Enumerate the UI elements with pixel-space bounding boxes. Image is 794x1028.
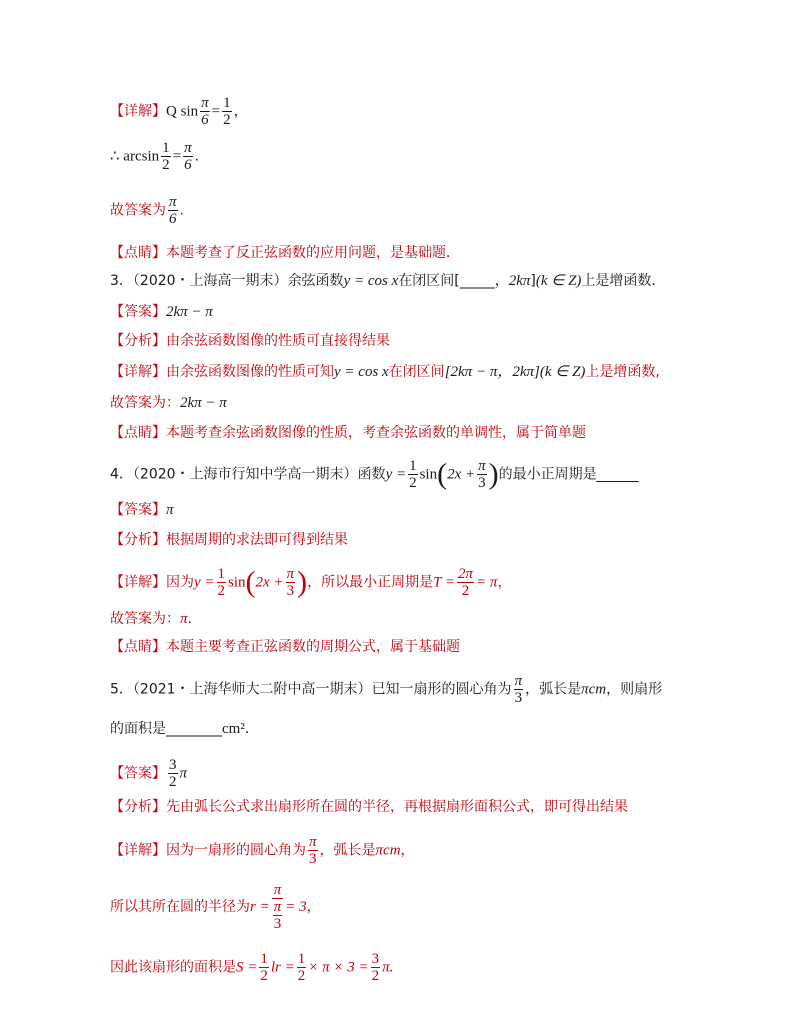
answer-value: π: [166, 502, 174, 518]
fraction-1-2: $\frac{1}{2}$: [217, 566, 226, 599]
label-detail: 【详解】: [110, 103, 166, 120]
period: .: [194, 148, 200, 165]
answer-line-3: [110, 301, 213, 323]
answer-text: 故答案为: [110, 202, 166, 219]
period: .: [187, 611, 192, 627]
comment-line-2: [110, 242, 460, 264]
fraction-2pi-2: $\frac{2\pi}{2}$: [458, 566, 474, 599]
fraction-pi-6: $\frac{\pi}{6}$: [184, 140, 192, 173]
left-paren: (: [245, 565, 256, 599]
math-eq-pi: = π: [476, 574, 498, 591]
math-arcsin: ∴ arcsin: [110, 148, 160, 165]
radius-line: [110, 882, 321, 932]
fraction-1-2: $\frac{1}{2}$: [297, 951, 306, 984]
equals-sign: =: [172, 148, 182, 165]
fraction-pi-3: $\frac{\pi}{3}$: [478, 458, 486, 491]
left-paren: (: [437, 457, 448, 491]
label-answer: 【答案】: [110, 304, 166, 320]
question-4: [110, 458, 639, 491]
equals-sign: =: [211, 103, 221, 120]
label-answer: 【答案】: [110, 502, 166, 518]
fraction-pi-6: $\frac{\pi}{6}$: [201, 95, 209, 128]
math-interval: 2kπ: [508, 273, 531, 289]
fraction-1-2: $\frac{1}{2}$: [223, 95, 231, 128]
question-number: 3．: [110, 273, 133, 289]
question-text: 余弦函数: [287, 273, 344, 289]
math-arc: πcm: [375, 842, 401, 859]
math-times: × π × 3 =: [308, 959, 369, 976]
analysis-text: 先由弧长公式求出扇形所在圆的半径，再根据扇形面积公式，即可得出结果: [166, 799, 628, 815]
conclusion-text: 故答案为：: [110, 395, 180, 411]
math-final-pi: π.: [382, 959, 394, 976]
detail-line-4: [110, 566, 511, 599]
fraction-3-2: $\frac{3}{2}$: [371, 951, 380, 984]
analysis-line-5: [110, 796, 628, 818]
right-paren: ): [297, 565, 308, 599]
comma: ，: [233, 103, 248, 120]
math-func: y = cos x: [334, 364, 389, 380]
therefore-line: [110, 140, 199, 173]
question-number: 4．: [110, 466, 133, 483]
detail-text: 在闭区间: [388, 364, 445, 380]
fraction-pi-6: $\frac{\pi}{6}$: [169, 194, 177, 227]
detail-line-5: [110, 834, 415, 867]
analysis-text: 由余弦函数图像的性质可直接得结果: [166, 333, 390, 349]
question-3: [110, 270, 656, 292]
label-analysis: 【分析】: [110, 333, 166, 349]
comment-line-4: [110, 636, 460, 658]
math-lr: lr =: [270, 959, 295, 976]
analysis-text: 根据周期的求法即可得到结果: [166, 532, 348, 548]
math-sin: sin: [419, 466, 438, 483]
math-inner: 2x +: [447, 466, 476, 483]
answer-line-pi6: [110, 194, 184, 227]
detail-line-sin: [110, 95, 248, 128]
area-text: 因此该扇形的面积是: [110, 959, 236, 976]
right-paren: ): [488, 457, 499, 491]
fraction-1-2: $\frac{1}{2}$: [409, 458, 417, 491]
math-T: T =: [433, 574, 456, 591]
fraction-pi-3: $\frac{\pi}{3}$: [286, 566, 295, 599]
question-number: 5．: [110, 681, 133, 698]
question-source: （2020・上海高一期末）: [132, 273, 288, 289]
label-detail: 【详解】: [110, 574, 166, 591]
label-detail: 【详解】: [110, 364, 166, 380]
label-comment: 【点睛】: [110, 245, 166, 261]
conclusion-text: 故答案为：: [110, 611, 180, 627]
math-eq3: = 3: [285, 899, 307, 915]
detail-text: 上是增函数,: [585, 364, 660, 380]
math-arc: πcm: [581, 681, 607, 698]
comment-text: 本题考查了反正弦函数的应用问题，是基础题．: [166, 245, 460, 261]
math-unit: cm²: [222, 721, 245, 737]
period: .: [179, 202, 184, 219]
comma: ，: [306, 899, 321, 915]
math-sin: sin: [228, 574, 246, 591]
fraction-pi-3: $\frac{\pi}{3}$: [309, 834, 317, 867]
math-S: S =: [236, 959, 258, 976]
question-text: 的面积是________: [110, 721, 222, 737]
detail-text: 因为一扇形的圆心角为: [166, 842, 306, 859]
fraction-pi-3: $\frac{\pi}{3}$: [514, 673, 523, 706]
detail-line-3: [110, 361, 660, 383]
math-r: r =: [250, 899, 270, 915]
answer-line-5: [110, 757, 187, 790]
question-text: ]: [530, 273, 536, 289]
math-sin: Q sin: [166, 103, 199, 120]
area-line: [110, 951, 393, 984]
comment-text: 本题考查余弦函数图像的性质，考查余弦函数的单调性，属于简单题: [166, 425, 586, 441]
conclusion-value: π: [180, 611, 188, 627]
detail-text: ，所以最小正周期是: [307, 574, 434, 591]
fraction-3-2: $\frac{3}{2}$: [169, 757, 177, 790]
question-5: [110, 673, 662, 706]
radius-text: 所以其所在圆的半径为: [110, 899, 250, 915]
conclusion-line-4: [110, 608, 192, 630]
math-cond: (k ∈ Z): [539, 364, 586, 380]
conclusion-value: 2kπ − π: [180, 395, 227, 411]
fraction-1-2: $\frac{1}{2}$: [260, 951, 268, 984]
label-answer: 【答案】: [110, 765, 166, 782]
label-analysis: 【分析】: [110, 799, 166, 815]
conclusion-line-3: [110, 392, 227, 414]
answer-value: 2kπ − π: [166, 304, 213, 320]
math-y: y =: [385, 466, 407, 483]
fraction-1-2: $\frac{1}{2}$: [162, 140, 170, 173]
question-text: 函数: [357, 466, 386, 483]
label-comment: 【点睛】: [110, 639, 166, 655]
math-y: y =: [194, 574, 215, 591]
detail-text: ，: [497, 574, 512, 591]
compound-fraction: $\frac{\pi}{\frac{\pi}{3}}$: [273, 882, 282, 932]
question-text: 已知一扇形的圆心角为: [371, 681, 512, 698]
comment-text: 本题主要考查正弦函数的周期公式，属于基础题: [166, 639, 460, 655]
comment-line-3: [110, 422, 586, 444]
math-inner: 2x +: [255, 574, 284, 591]
question-text: 的最小正周期是______: [498, 466, 639, 483]
math-func: y = cos x: [343, 273, 399, 289]
question-text: 在闭区间[_____，: [398, 273, 509, 289]
question-source: （2021・上海华师大二附中高一期末）: [132, 681, 372, 698]
detail-text: 因为: [166, 574, 194, 591]
analysis-line-3: [110, 330, 390, 352]
math-cond: (k ∈ Z): [535, 273, 582, 289]
analysis-line-4: [110, 529, 348, 551]
detail-text: 由余弦函数图像的性质可知: [166, 364, 334, 380]
detail-text: ，: [400, 842, 415, 859]
question-source: （2020・上海市行知中学高一期末）: [132, 466, 358, 483]
answer-pi: π: [179, 765, 188, 782]
question-5-line-2: [110, 718, 249, 740]
detail-text: ，弧长是: [319, 842, 376, 859]
question-text: ，弧长是: [525, 681, 582, 698]
answer-line-4: [110, 499, 174, 521]
label-comment: 【点睛】: [110, 425, 166, 441]
question-text: 上是增函数.: [581, 273, 656, 289]
math-interval: [2kπ − π，2kπ]: [444, 364, 540, 380]
label-detail: 【详解】: [110, 842, 166, 859]
label-analysis: 【分析】: [110, 532, 166, 548]
question-text: ，则扇形: [606, 681, 663, 698]
period: .: [244, 721, 250, 737]
